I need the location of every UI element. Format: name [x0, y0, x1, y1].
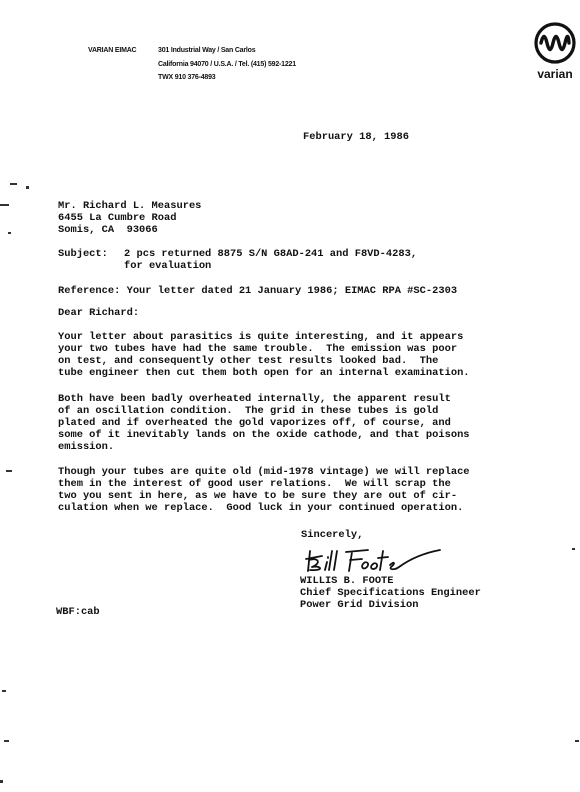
- body-line: of an oscillation condition. The grid in these tubes is gold: [58, 405, 439, 417]
- body-line: Both have been badly overheated internally, the apparent result: [58, 393, 451, 405]
- body-line: Your letter about parasitics is quite interesting, and it appears: [58, 331, 464, 343]
- body-line: them in the interest of good user relations. We will scrap the: [58, 478, 451, 490]
- scan-speck: [0, 204, 9, 206]
- typist-initials: WBF:cab: [56, 606, 100, 618]
- body-line: two you sent in here, as we have to be sure they are out of cir-: [58, 490, 458, 502]
- recipient-street: 6455 La Cumbre Road: [58, 212, 177, 224]
- scan-speck: [8, 232, 11, 234]
- subject-label: Subject:: [58, 248, 108, 260]
- body-line: Though your tubes are quite old (mid-1978 vintage) we will replace: [58, 466, 470, 478]
- reference-line: Reference: Your letter dated 21 January 1986; EIMAC RPA #SC-2303: [58, 285, 458, 297]
- signer-division: Power Grid Division: [300, 599, 419, 611]
- body-line: tube engineer then cut them both open for an internal examination.: [58, 367, 470, 379]
- signer-title: Chief Specifications Engineer: [300, 587, 481, 599]
- subject-line-2: for evaluation: [124, 260, 212, 272]
- letterhead-address-2: California 94070 / U.S.A. / Tel. (415) 592-1221: [158, 61, 296, 68]
- varian-logo-icon: [532, 22, 578, 86]
- recipient-name: Mr. Richard L. Measures: [58, 200, 202, 212]
- salutation: Dear Richard:: [58, 307, 140, 319]
- body-line: on test, and consequently other test results looked bad. The: [58, 355, 439, 367]
- body-line: your two tubes have had the same trouble. The emission was poor: [58, 343, 458, 355]
- body-line: culation when we replace. Good luck in your continued operation.: [58, 502, 464, 514]
- body-line: plated and if overheated the gold vaporizes off, of course, and: [58, 417, 451, 429]
- scan-speck: [2, 690, 6, 692]
- scan-speck: [10, 183, 17, 185]
- closing: Sincerely,: [301, 529, 364, 541]
- scan-speck: [4, 740, 9, 742]
- letterhead-address-3: TWX 910 376-4893: [158, 74, 216, 81]
- body-line: emission.: [58, 441, 115, 453]
- letterhead-company: VARIAN EIMAC: [88, 47, 137, 54]
- scan-speck: [575, 740, 579, 742]
- letterhead-address-1: 301 Industrial Way / San Carlos: [158, 47, 256, 54]
- scan-speck: [572, 548, 575, 550]
- scan-speck: [26, 186, 29, 189]
- scan-speck: [0, 780, 3, 783]
- signer-name: WILLIS B. FOOTE: [300, 575, 394, 587]
- letter-date: February 18, 1986: [303, 131, 410, 143]
- subject-line-1: 2 pcs returned 8875 S/N G8AD-241 and F8VD-4283,: [124, 248, 418, 260]
- recipient-city: Somis, CA 93066: [58, 224, 158, 236]
- handwritten-signature: [300, 543, 442, 575]
- logo-wordmark: varian: [537, 67, 573, 81]
- body-line: some of it inevitably lands on the oxide cathode, and that poisons: [58, 429, 470, 441]
- scan-speck: [6, 470, 12, 472]
